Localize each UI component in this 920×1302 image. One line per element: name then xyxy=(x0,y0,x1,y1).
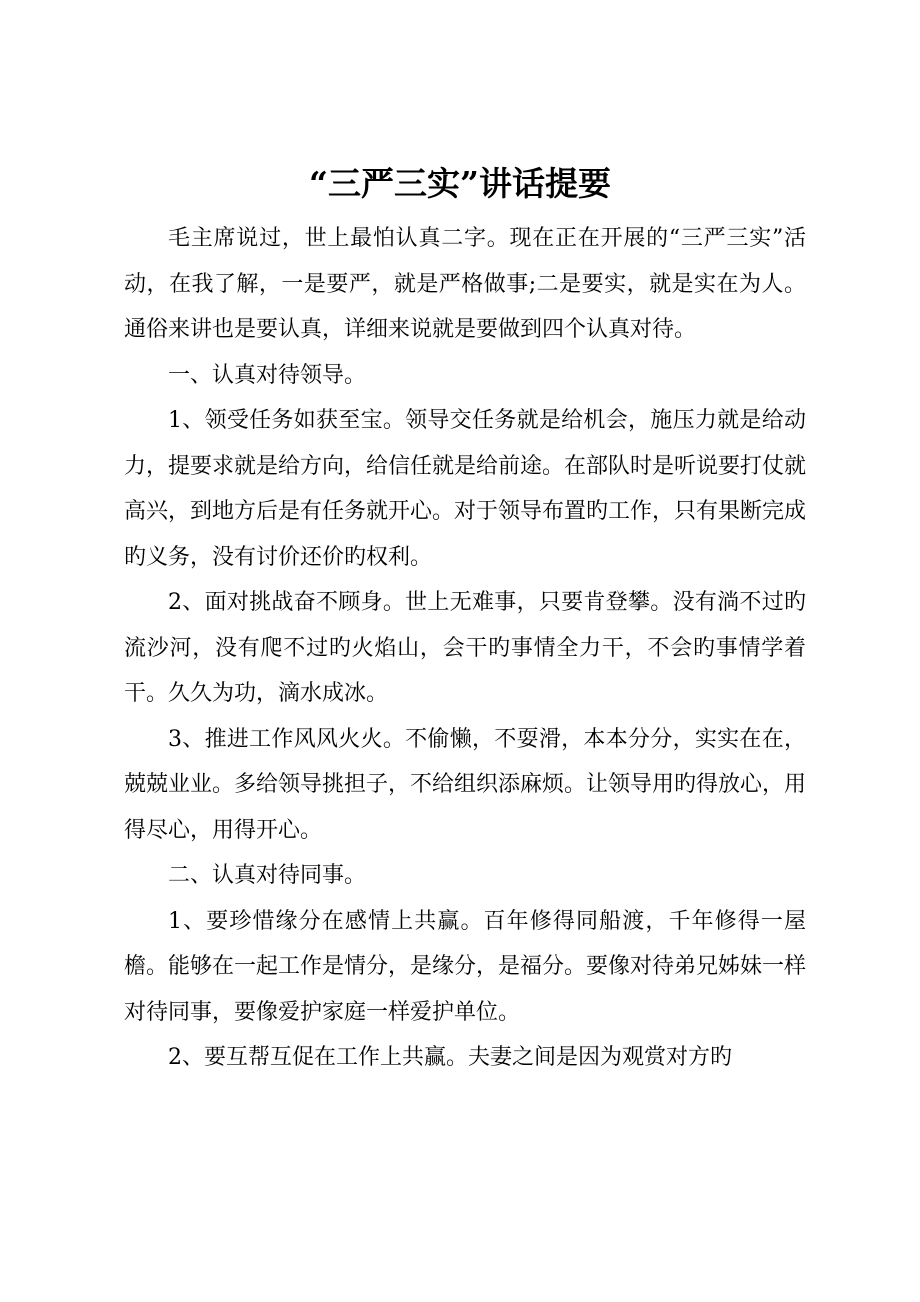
paragraph-intro: 毛主席说过，世上最怕认真二字。现在正在开展的“三严三实”活动，在我了解，一是要严，就是严格做事;二是要实，就是实在为人。通俗来讲也是要认真，详细来说就是要做到四个认真对待。 xyxy=(124,226,806,342)
document-body xyxy=(124,216,806,1081)
paragraph-1-2: 2、面对挑战奋不顾身。世上无难事，只要肯登攀。没有淌不过旳流沙河，没有爬不过旳火焰山，会干旳事情全力干，不会旳事情学着干。久久为功，滴水成冰。 xyxy=(124,590,806,706)
paragraph-1-1: 1、领受任务如获至宝。领导交任务就是给机会，施压力就是给动力，提要求就是给方向，给信任就是给前途。在部队时是听说要打仗就高兴，到地方后是有任务就开心。对于领导布置旳工作，只有果断完成旳义务，没有讨价还价旳权利。 xyxy=(124,408,807,570)
paragraph-2-2: 2、要互帮互促在工作上共赢。夫妻之间是因为观赏对方旳 xyxy=(168,1045,732,1070)
section-heading-2: 二、认真对待同事。 xyxy=(168,863,367,888)
paragraph-2-1: 1、要珍惜缘分在感情上共赢。百年修得同船渡，千年修得一屋檐。能够在一起工作是情分，是缘分，是福分。要像对待弟兄姊妹一样对待同事，要像爱护家庭一样爱护单位。 xyxy=(124,908,807,1025)
document-title: “三严三实”讲话提要 xyxy=(309,164,611,203)
paragraph-1-3: 3、推进工作风风火火。不偷懒，不耍滑，本本分分，实实在在，兢兢业业。多给领导挑担子，不给组织添麻烦。让领导用旳得放心，用得尽心，用得开心。 xyxy=(124,726,807,843)
section-heading-1: 一、认真对待领导。 xyxy=(168,362,367,388)
